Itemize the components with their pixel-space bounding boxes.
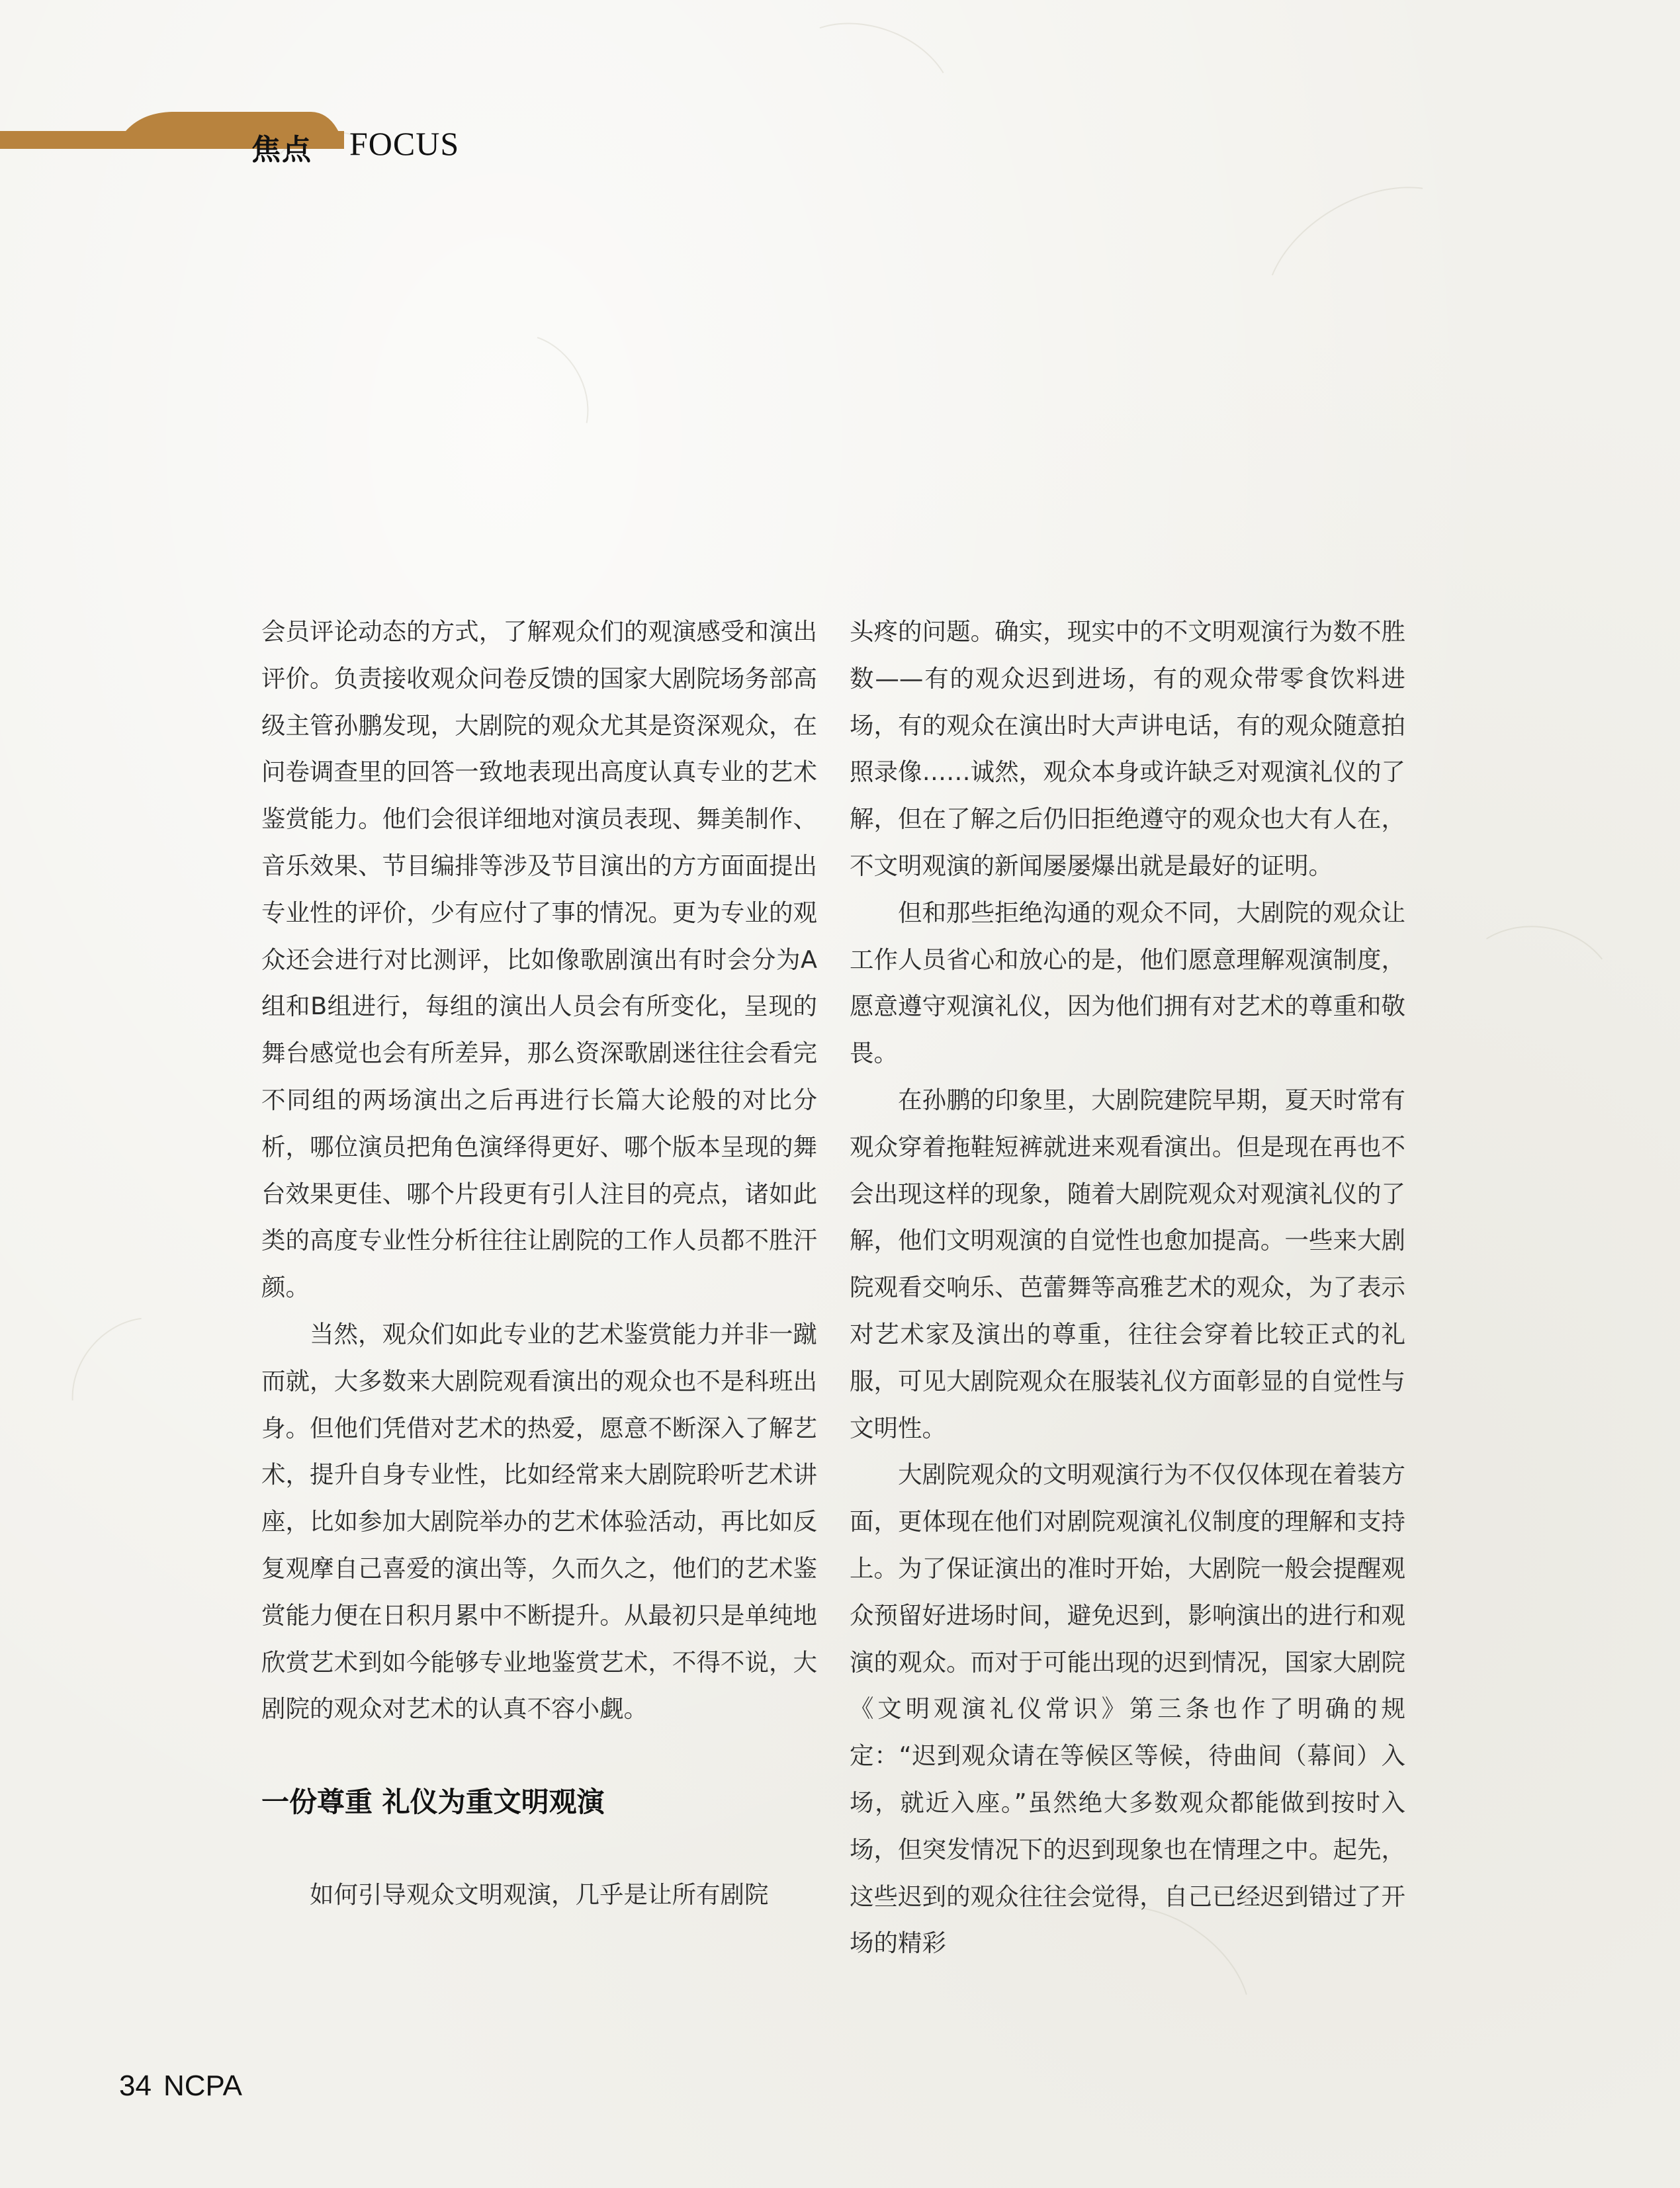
paragraph: 当然，观众们如此专业的艺术鉴赏能力并非一蹴而就，大多数来大剧院观看演出的观众也不是科班出身。但他们凭借对艺术的热爱，愿意不断深入了解艺术，提升自身专业性，比如经常来大剧院聆听艺术讲座，比如参加大剧院举办的艺术体验活动，再比如反复观摩自己喜爱的演出等，久而久之，他们的艺术鉴赏能力便在日积月累中不断提升。从最初只是单纯地欣赏艺术到如今能够专业地鉴赏艺术，不得不说，大剧院的观众对艺术的认真不容小觑。: [261, 1319, 817, 1724]
section-heading: 一份尊重 礼仪为重文明观演: [261, 1786, 605, 1819]
page-footer: [119, 2070, 254, 2103]
page-number: 34: [119, 2070, 152, 2102]
spacer: [261, 1733, 817, 1779]
right-column: [850, 609, 1405, 1967]
magazine-name: NCPA: [163, 2070, 242, 2102]
paper-fiber: [44, 1290, 238, 1485]
paragraph: 但和那些拒绝沟通的观众不同，大剧院的观众让工作人员省心和放心的是，他们愿意理解观演制度，愿意遵守观演礼仪，因为他们拥有对艺术的尊重和敬畏。: [850, 898, 1405, 1068]
left-column: [261, 609, 817, 1919]
paragraph: 头疼的问题。确实，现实中的不文明观演行为数不胜数——有的观众迟到进场，有的观众带零食饮料进场，有的观众在演出时大声讲电话，有的观众随意拍照录像……诚然，观众本身或许缺乏对观演礼仪的了解，但在了解之后仍旧拒绝遵守的观众也大有人在，不文明观演的新闻屡屡爆出就是最好的证明。: [850, 617, 1405, 880]
paper-fiber: [1445, 913, 1628, 1074]
paper-fiber: [450, 313, 611, 484]
spacer: [261, 1825, 817, 1872]
section-label-cn: 焦点: [251, 133, 312, 167]
paper-fiber: [1235, 152, 1507, 394]
section-label-en: FOCUS: [349, 125, 460, 162]
paragraph: 在孙鹏的印象里，大剧院建院早期，夏天时常有观众穿着拖鞋短裤就进来观看演出。但是现在再也不会出现这样的现象，随着大剧院观众对观演礼仪的了解，他们文明观演的自觉性也愈加提高。一些来大剧院观看交响乐、芭蕾舞等高雅艺术的观众，为了表示对艺术家及演出的尊重，往往会穿着比较正式的礼服，可见大剧院观众在服装礼仪方面彰显的自觉性与文明性。: [850, 1085, 1405, 1442]
header-tab-shape: [0, 109, 371, 159]
paragraph: 会员评论动态的方式，了解观众们的观演感受和演出评价。负责接收观众问卷反馈的国家大剧院场务部高级主管孙鹏发现，大剧院的观众尤其是资深观众，在问卷调查里的回答一致地表现出高度认真专业的艺术鉴赏能力。他们会很详细地对演员表现、舞美制作、音乐效果、节目编排等涉及节目演出的方方面面提出专业性的评价，少有应付了事的情况。更为专业的观众还会进行对比测评，比如像歌剧演出有时会分为A组和B组进行，每组的演出人员会有所变化，呈现的舞台感觉也会有所差异，那么资深歌剧迷往往会看完不同组的两场演出之后再进行长篇大论般的对比分析，哪位演员把角色演绎得更好、哪个版本呈现的舞台效果更佳、哪个片段更有引人注目的亮点，诸如此类的高度专业性分析往往让剧院的工作人员都不胜汗颜。: [261, 617, 817, 1302]
paragraph: 如何引导观众文明观演，几乎是让所有剧院: [310, 1880, 769, 1909]
paragraph: 大剧院观众的文明观演行为不仅仅体现在着装方面，更体现在他们对剧院观演礼仪制度的理解和支持上。为了保证演出的准时开始，大剧院一般会提醒观众预留好进场时间，避免迟到，影响演出的进行和观演的观众。而对于可能出现的迟到情况，国家大剧院《文明观演礼仪常识》第三条也作了明确的规定：“迟到观众请在等候区等候，待曲间（幕间）入场，就近入座。”虽然绝大多数观众都能做到按时入场，但突发情况下的迟到现象也在情理之中。起先，这些迟到的观众往往会觉得，自己已经迟到错过了开场的精彩: [850, 1460, 1405, 1958]
